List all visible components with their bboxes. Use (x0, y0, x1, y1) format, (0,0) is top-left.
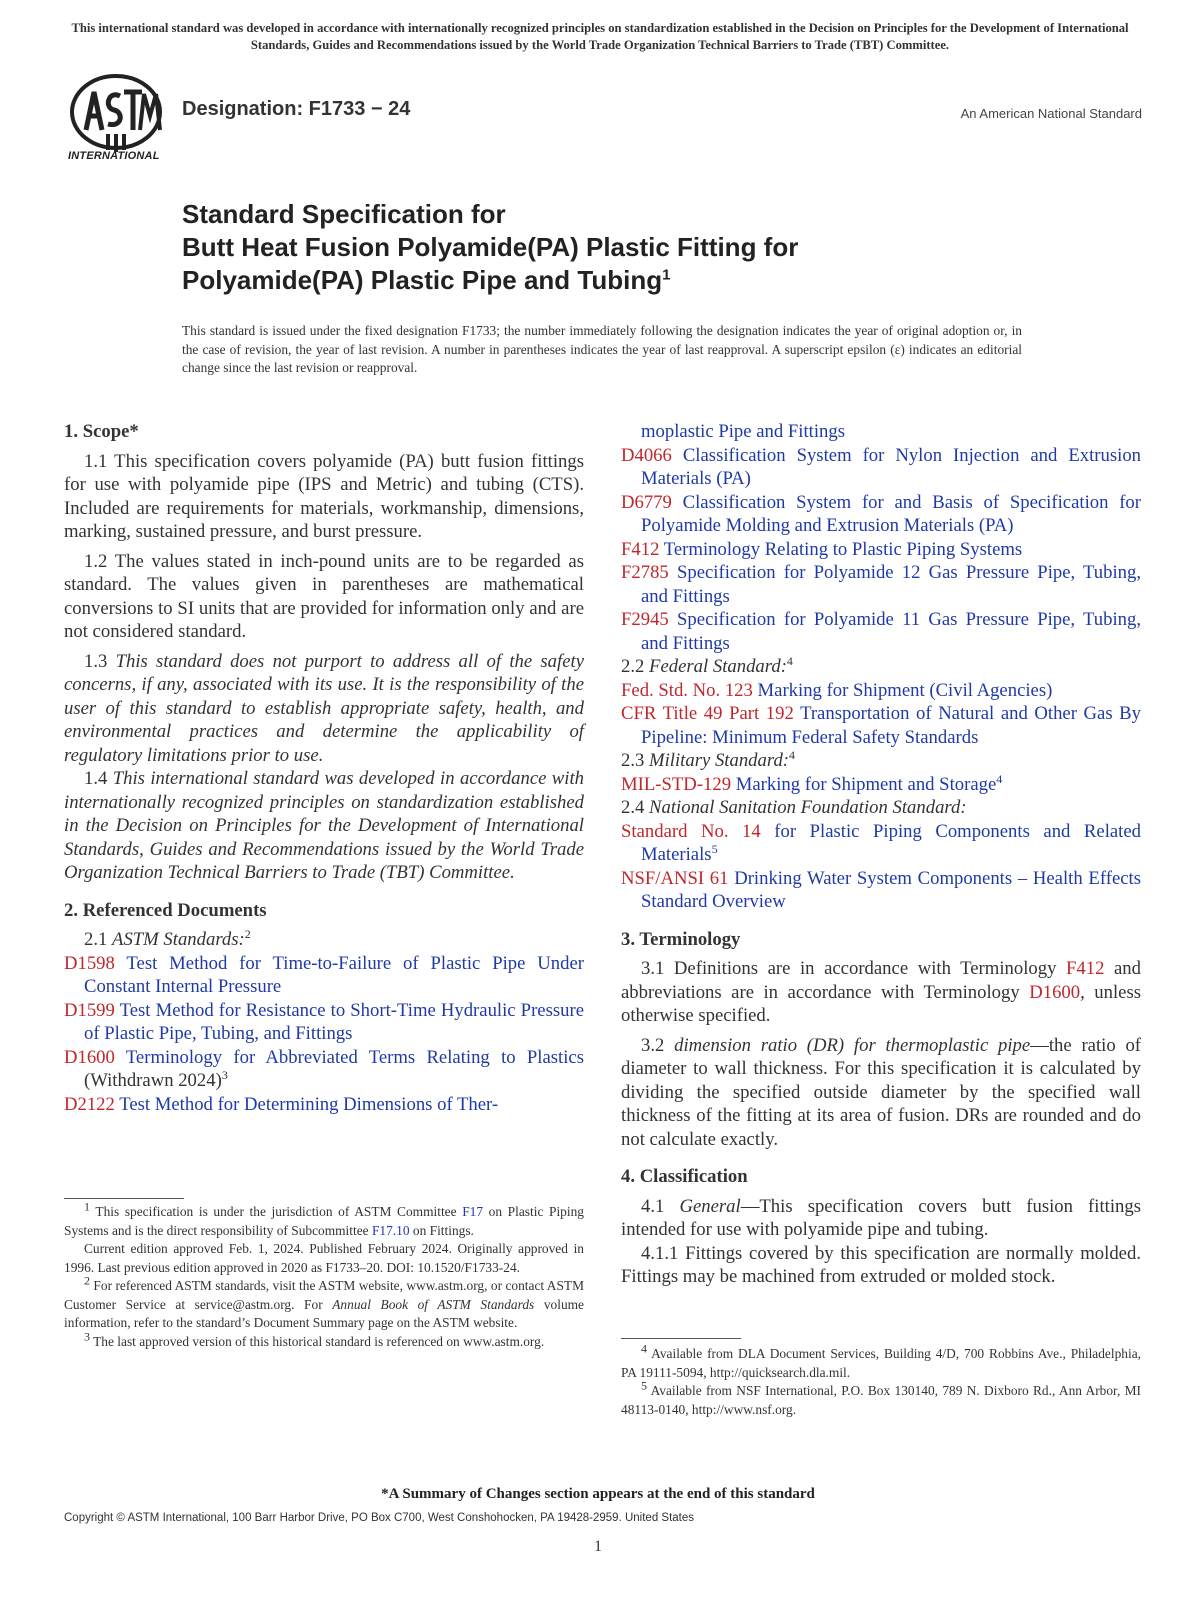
footnote-1-edition: Current edition approved Feb. 1, 2024. Published February 2024. Originally approved in 1996. Last previous edition approved in 2020 as F1733–20. DOI: 10.1520/F1733-24. (64, 1241, 584, 1275)
nsf-standard-label: 2.4 National Sanitation Foundation Standard: (621, 797, 967, 818)
footnote-5: $^5$ Available from NSF International, P.O. Box 130140, 789 N. Dixboro Rd., Ann Arbor, MI 48113-0140, http://www.nsf.org. (621, 1378, 1141, 1417)
ref-item-d6779[interactable]: D6779 Classification System for and Basis of Specification for Polyamide Molding and Extrusion Materials (PA) (621, 491, 1141, 536)
ref-item-d1599[interactable]: D1599 Test Method for Resistance to Short-Time Hydraulic Pressure of Plastic Pipe, Tubing, and Fittings (64, 999, 584, 1044)
ref-item-f412[interactable]: F412 Terminology Relating to Plastic Piping Systems (621, 538, 1023, 560)
left-column (64, 420, 584, 1116)
title-line-1: Standard Specification for (182, 199, 506, 229)
paragraph-4-1: 4.1 General—This specification covers butt fusion fittings intended for use with polyamide pipe and tubing. (621, 1195, 1142, 1240)
logo-wordmark: INTERNATIONAL (68, 150, 160, 162)
summary-of-changes-note: *A Summary of Changes section appears at the end of this standard (381, 1486, 815, 1502)
ref-item-d1600[interactable]: D1600 Terminology for Abbreviated Terms Relating to Plastics (Withdrawn 2024)$^3$ (64, 1046, 584, 1091)
section-heading-referenced-documents: 2. Referenced Documents (64, 899, 267, 921)
astm-standards-label: 2.1 ASTM Standards:$^2$ (84, 926, 251, 950)
right-column (621, 420, 1141, 1289)
ref-item-f2945[interactable]: F2945 Specification for Polyamide 11 Gas Pressure Pipe, Tubing, and Fittings (621, 609, 1141, 654)
copyright-line: Copyright © ASTM International, 100 Barr Harbor Drive, PO Box C700, West Conshohocken, PA 19428-2959. United States (64, 1512, 695, 1524)
footnotes-right (621, 1338, 1141, 1419)
designation: Designation: F1733 − 24 (182, 98, 411, 120)
paragraph-1-2: 1.2 The values stated in inch-pound units are to be regarded as standard. The values given in parentheses are mathematical conversions to SI units that are provided for information only and are not considered standard. (64, 550, 584, 642)
paragraph-3-2: 3.2 dimension ratio (DR) for thermoplastic pipe—the ratio of diameter to wall thickness. For this specification it is calculated by dividing the specified outside diameter by the specified wall thickness of the fitting at its area of fusion. DRs are rounded and do not calculate exactly. (621, 1034, 1142, 1150)
ref-item-f2785[interactable]: F2785 Specification for Polyamide 12 Gas Pressure Pipe, Tubing, and Fittings (621, 562, 1142, 607)
section-heading-terminology: 3. Terminology (621, 928, 741, 950)
page-number: 1 (594, 1538, 602, 1555)
footnote-1: $^1$ This specification is under the jurisdiction of ASTM Committee F17 on Plastic Piping Systems and is the direct responsibility of Subcommittee F17.10 on Fittings. (64, 1199, 584, 1238)
title-footnote-mark: 1 (662, 266, 671, 284)
footnote-4: $^4$ Available from DLA Document Services, Building 4/D, 700 Robbins Ave., Philadelphia, PA 19111-5094, http://quicksearch.dla.mil. (621, 1341, 1141, 1380)
f412-link[interactable]: F412 (1066, 958, 1105, 979)
document-title (182, 198, 798, 297)
issuance-note: This standard is issued under the fixed designation F1733; the number immediately following the designation indicates the year of original adoption or, in the case of revision, the year of last revision. A number in parentheses indicates the year of last reapproval. A superscript epsilon (ε) indicates an editorial change since the last revision or reapproval. (182, 323, 1022, 375)
ref-item-mil-std-129[interactable]: MIL-STD-129 Marking for Shipment and Storage$^4$ (621, 771, 1003, 795)
ref-item-nsf-ansi-61[interactable]: NSF/ANSI 61 Drinking Water System Components – Health Effects Standard Overview (621, 867, 1141, 912)
footnote-3: $^3$ The last approved version of this historical standard is referenced on www.astm.org. (84, 1329, 545, 1349)
paragraph-1-4: 1.4 This international standard was developed in accordance with internationally recognized principles on standardization established in the Decision on Principles for the Development of International Standards, Guides and Recommendations issued by the World Trade Organization Technical Barriers to Trade (TBT) Committee. (64, 768, 584, 883)
federal-standard-label: 2.2 Federal Standard:$^4$ (621, 653, 793, 677)
paragraph-4-1-1: 4.1.1 Fittings covered by this specification are normally molded. Fittings may be machined from extruded or molded stock. (621, 1242, 1141, 1287)
paragraph-1-3: 1.3 This standard does not purport to address all of the safety concerns, if any, associated with its use. It is the responsibility of the user of this standard to establish appropriate safety, health, and environmental practices and determine the applicability of regulatory limitations prior to use. (64, 650, 584, 766)
paragraph-3-1: 3.1 Definitions are in accordance with Terminology F412 and abbreviations are in accordance with Terminology D1600, unless otherwise specified. (621, 958, 1142, 1026)
d1600-link[interactable]: D1600 (1029, 981, 1081, 1003)
footnote-2: $^2$ For referenced ASTM standards, visit the ASTM website, www.astm.org, or contact ASTM Customer Service at service@astm.org. For Annual Book of ASTM Standards volume information, refer to the standard’s Document Summary page on the ASTM website. (64, 1273, 584, 1330)
subcommittee-link[interactable]: F17.10 (371, 1222, 410, 1238)
footnotes-left (64, 1198, 584, 1351)
section-heading-scope: 1. Scope* (64, 421, 139, 442)
paragraph-1-1: 1.1 This specification covers polyamide (PA) butt fusion fittings for use with polyamide pipe (IPS and Metric) and tubing (CTS). Included are requirements for materials, workmanship, dimensions, marking, sustained pressure, and burst pressure. (64, 450, 584, 542)
title-line-3: Polyamide(PA) Plastic Pipe and Tubing$^1$ (182, 265, 671, 295)
ref-item-cfr-49-192[interactable]: CFR Title 49 Part 192 Transportation of Natural and Other Gas By Pipeline: Minimum Federal Safety Standards (621, 703, 1141, 748)
ref-item-d2122-continued[interactable]: moplastic Pipe and Fittings (641, 421, 846, 442)
ref-item-fed-std-123[interactable]: Fed. Std. No. 123 Marking for Shipment (Civil Agencies) (621, 679, 1053, 701)
section-heading-classification: 4. Classification (621, 1166, 748, 1187)
committee-link[interactable]: F17 (462, 1204, 484, 1219)
american-national-standard-label: An American National Standard (960, 106, 1142, 121)
ref-item-d2122[interactable]: D2122 Test Method for Determining Dimensions of Ther- (64, 1093, 499, 1115)
ref-item-d1598[interactable]: D1598 Test Method for Time-to-Failure of Plastic Pipe Under Constant Internal Pressure (64, 952, 584, 997)
ref-item-d4066[interactable]: D4066 Classification System for Nylon Injection and Extrusion Materials (PA) (621, 444, 1142, 489)
military-standard-label: 2.3 Military Standard:$^4$ (621, 747, 796, 771)
title-line-2: Butt Heat Fusion Polyamide(PA) Plastic Fitting for (182, 232, 799, 262)
ref-item-nsf-14[interactable]: Standard No. 14 for Plastic Piping Components and Related Materials$^5$ (621, 820, 1142, 865)
top-notice: This international standard was developed in accordance with internationally recognized principles on standardization established in the Decision on Principles for the Development of International Standards, Guides and Recommendations issued by the World Trade Organization Technical Barriers to Trade (TBT) Committee. (71, 21, 1129, 52)
